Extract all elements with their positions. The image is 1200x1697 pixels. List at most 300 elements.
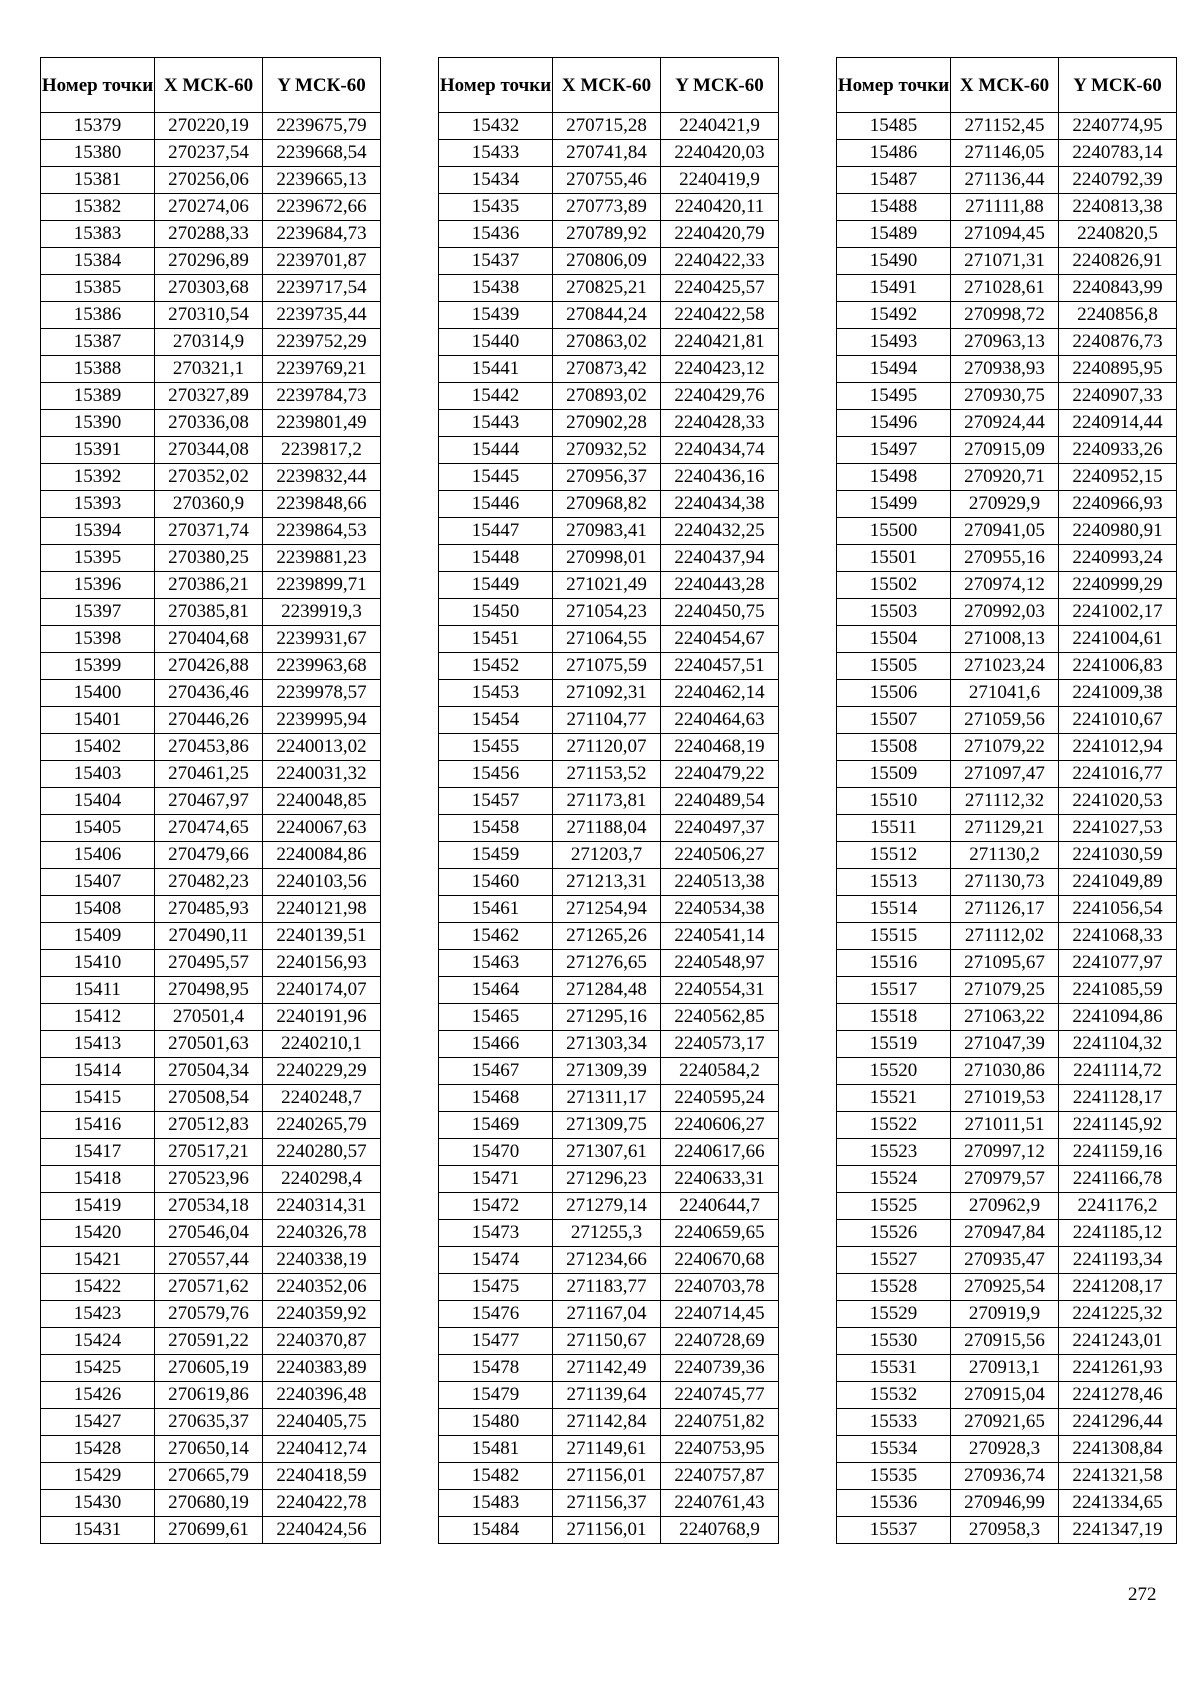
table-row <box>837 275 1177 302</box>
table-row <box>837 1031 1177 1058</box>
cell-y: 2239899,71 <box>263 572 381 599</box>
cell-y: 2240425,57 <box>661 275 779 302</box>
table-header-row <box>439 58 779 113</box>
table-row <box>41 275 381 302</box>
cell-y: 2240422,58 <box>661 302 779 329</box>
cell-x: 271139,64 <box>553 1382 661 1409</box>
cell-x: 270619,86 <box>155 1382 263 1409</box>
cell-y: 2239672,66 <box>263 194 381 221</box>
cell-y: 2240422,33 <box>661 248 779 275</box>
cell-point-number: 15411 <box>41 977 155 1004</box>
table-row <box>41 572 381 599</box>
cell-y: 2240876,73 <box>1059 329 1177 356</box>
cell-x: 270546,04 <box>155 1220 263 1247</box>
table-row <box>837 194 1177 221</box>
cell-point-number: 15485 <box>837 113 951 140</box>
cell-x: 270571,62 <box>155 1274 263 1301</box>
cell-y: 2239817,2 <box>263 437 381 464</box>
cell-y: 2240714,45 <box>661 1301 779 1328</box>
cell-x: 270968,82 <box>553 491 661 518</box>
cell-y: 2240429,76 <box>661 383 779 410</box>
table-row <box>837 842 1177 869</box>
cell-y: 2241193,34 <box>1059 1247 1177 1274</box>
cell-x: 270310,54 <box>155 302 263 329</box>
cell-x: 271213,31 <box>553 869 661 896</box>
cell-x: 270534,18 <box>155 1193 263 1220</box>
cell-point-number: 15460 <box>439 869 553 896</box>
table-row <box>41 1085 381 1112</box>
cell-x: 270958,3 <box>951 1517 1059 1544</box>
table-header-row <box>41 58 381 113</box>
cell-y: 2240156,93 <box>263 950 381 977</box>
cell-point-number: 15421 <box>41 1247 155 1274</box>
cell-point-number: 15442 <box>439 383 553 410</box>
cell-y: 2239784,73 <box>263 383 381 410</box>
header-x: X МСК-60 <box>155 58 263 113</box>
cell-x: 270385,81 <box>155 599 263 626</box>
table-row <box>837 788 1177 815</box>
table-row <box>837 302 1177 329</box>
cell-x: 270380,25 <box>155 545 263 572</box>
cell-point-number: 15443 <box>439 410 553 437</box>
table-row <box>837 869 1177 896</box>
cell-x: 270436,46 <box>155 680 263 707</box>
table-row <box>41 1274 381 1301</box>
cell-x: 270915,04 <box>951 1382 1059 1409</box>
cell-x: 270467,97 <box>155 788 263 815</box>
cell-y: 2239717,54 <box>263 275 381 302</box>
cell-point-number: 15524 <box>837 1166 951 1193</box>
cell-y: 2240229,29 <box>263 1058 381 1085</box>
cell-y: 2240434,38 <box>661 491 779 518</box>
cell-y: 2240420,79 <box>661 221 779 248</box>
cell-y: 2240428,33 <box>661 410 779 437</box>
cell-y: 2239675,79 <box>263 113 381 140</box>
cell-x: 271152,45 <box>951 113 1059 140</box>
cell-y: 2240573,17 <box>661 1031 779 1058</box>
cell-point-number: 15497 <box>837 437 951 464</box>
cell-x: 270327,89 <box>155 383 263 410</box>
table-row <box>837 626 1177 653</box>
table-row <box>837 734 1177 761</box>
cell-point-number: 15527 <box>837 1247 951 1274</box>
cell-point-number: 15405 <box>41 815 155 842</box>
table-row <box>837 1409 1177 1436</box>
cell-point-number: 15476 <box>439 1301 553 1328</box>
cell-x: 270924,44 <box>951 410 1059 437</box>
cell-x: 270237,54 <box>155 140 263 167</box>
cell-point-number: 15389 <box>41 383 155 410</box>
cell-x: 270929,9 <box>951 491 1059 518</box>
header-x: X МСК-60 <box>553 58 661 113</box>
cell-x: 271130,2 <box>951 842 1059 869</box>
cell-y: 2241020,53 <box>1059 788 1177 815</box>
cell-point-number: 15477 <box>439 1328 553 1355</box>
table-row <box>439 194 779 221</box>
cell-point-number: 15426 <box>41 1382 155 1409</box>
cell-x: 271130,73 <box>951 869 1059 896</box>
cell-y: 2241321,58 <box>1059 1463 1177 1490</box>
cell-y: 2240843,99 <box>1059 275 1177 302</box>
cell-point-number: 15521 <box>837 1085 951 1112</box>
cell-x: 271150,67 <box>553 1328 661 1355</box>
cell-x: 271279,14 <box>553 1193 661 1220</box>
table-row <box>439 1139 779 1166</box>
table-row <box>41 1139 381 1166</box>
cell-point-number: 15458 <box>439 815 553 842</box>
cell-x: 271309,75 <box>553 1112 661 1139</box>
cell-x: 270956,37 <box>553 464 661 491</box>
table-row <box>41 1112 381 1139</box>
cell-point-number: 15513 <box>837 869 951 896</box>
table-row <box>837 1355 1177 1382</box>
cell-x: 270650,14 <box>155 1436 263 1463</box>
cell-point-number: 15413 <box>41 1031 155 1058</box>
cell-x: 270755,46 <box>553 167 661 194</box>
cell-x: 270274,06 <box>155 194 263 221</box>
cell-y: 2240745,77 <box>661 1382 779 1409</box>
cell-point-number: 15381 <box>41 167 155 194</box>
table-row <box>439 275 779 302</box>
table-row <box>439 572 779 599</box>
cell-x: 271254,94 <box>553 896 661 923</box>
cell-point-number: 15481 <box>439 1436 553 1463</box>
cell-y: 2241104,32 <box>1059 1031 1177 1058</box>
cell-x: 271094,45 <box>951 221 1059 248</box>
cell-y: 2240412,74 <box>263 1436 381 1463</box>
cell-x: 270962,9 <box>951 1193 1059 1220</box>
cell-point-number: 15536 <box>837 1490 951 1517</box>
cell-y: 2240856,8 <box>1059 302 1177 329</box>
cell-x: 270941,05 <box>951 518 1059 545</box>
cell-x: 271284,48 <box>553 977 661 1004</box>
cell-point-number: 15534 <box>837 1436 951 1463</box>
cell-point-number: 15462 <box>439 923 553 950</box>
cell-point-number: 15455 <box>439 734 553 761</box>
cell-point-number: 15487 <box>837 167 951 194</box>
cell-x: 271075,59 <box>553 653 661 680</box>
cell-y: 2239701,87 <box>263 248 381 275</box>
cell-x: 270863,02 <box>553 329 661 356</box>
cell-point-number: 15402 <box>41 734 155 761</box>
cell-y: 2240497,37 <box>661 815 779 842</box>
header-point-number: Номер точки <box>837 58 951 113</box>
cell-y: 2240462,14 <box>661 680 779 707</box>
cell-x: 270426,88 <box>155 653 263 680</box>
cell-point-number: 15504 <box>837 626 951 653</box>
cell-y: 2239752,29 <box>263 329 381 356</box>
cell-y: 2241159,16 <box>1059 1139 1177 1166</box>
table-row <box>41 356 381 383</box>
cell-point-number: 15422 <box>41 1274 155 1301</box>
cell-x: 270404,68 <box>155 626 263 653</box>
table-row <box>439 491 779 518</box>
cell-point-number: 15502 <box>837 572 951 599</box>
cell-point-number: 15529 <box>837 1301 951 1328</box>
cell-y: 2240644,7 <box>661 1193 779 1220</box>
table-row <box>439 248 779 275</box>
table-row <box>837 950 1177 977</box>
table-row <box>41 1517 381 1544</box>
cell-point-number: 15386 <box>41 302 155 329</box>
cell-x: 270517,21 <box>155 1139 263 1166</box>
cell-x: 271153,52 <box>553 761 661 788</box>
cell-y: 2240139,51 <box>263 923 381 950</box>
table-row <box>837 545 1177 572</box>
cell-point-number: 15457 <box>439 788 553 815</box>
table-row <box>837 653 1177 680</box>
cell-x: 271188,04 <box>553 815 661 842</box>
cell-y: 2240464,63 <box>661 707 779 734</box>
cell-y: 2240703,78 <box>661 1274 779 1301</box>
cell-point-number: 15535 <box>837 1463 951 1490</box>
table-row <box>837 572 1177 599</box>
cell-point-number: 15425 <box>41 1355 155 1382</box>
cell-y: 2240454,67 <box>661 626 779 653</box>
cell-point-number: 15414 <box>41 1058 155 1085</box>
cell-y: 2240423,12 <box>661 356 779 383</box>
table-row <box>837 1085 1177 1112</box>
cell-x: 270635,37 <box>155 1409 263 1436</box>
table-row <box>439 302 779 329</box>
cell-point-number: 15412 <box>41 1004 155 1031</box>
cell-x: 271156,01 <box>553 1517 661 1544</box>
cell-y: 2240554,31 <box>661 977 779 1004</box>
table-row <box>41 707 381 734</box>
cell-point-number: 15427 <box>41 1409 155 1436</box>
cell-x: 271149,61 <box>553 1436 661 1463</box>
cell-x: 271126,17 <box>951 896 1059 923</box>
cell-x: 270741,84 <box>553 140 661 167</box>
cell-point-number: 15409 <box>41 923 155 950</box>
cell-point-number: 15512 <box>837 842 951 869</box>
cell-y: 2241225,32 <box>1059 1301 1177 1328</box>
table-row <box>837 707 1177 734</box>
coordinates-table-3 <box>836 57 1177 1544</box>
cell-y: 2239735,44 <box>263 302 381 329</box>
cell-point-number: 15483 <box>439 1490 553 1517</box>
cell-point-number: 15401 <box>41 707 155 734</box>
cell-y: 2240210,1 <box>263 1031 381 1058</box>
cell-point-number: 15444 <box>439 437 553 464</box>
cell-y: 2240980,91 <box>1059 518 1177 545</box>
cell-x: 270557,44 <box>155 1247 263 1274</box>
table-row <box>41 1193 381 1220</box>
cell-x: 270303,68 <box>155 275 263 302</box>
cell-point-number: 15499 <box>837 491 951 518</box>
cell-y: 2241278,46 <box>1059 1382 1177 1409</box>
table-row <box>41 1058 381 1085</box>
cell-point-number: 15383 <box>41 221 155 248</box>
table-row <box>837 329 1177 356</box>
cell-point-number: 15480 <box>439 1409 553 1436</box>
table-row <box>837 896 1177 923</box>
cell-x: 270446,26 <box>155 707 263 734</box>
cell-point-number: 15410 <box>41 950 155 977</box>
cell-y: 2240419,9 <box>661 167 779 194</box>
table-row <box>439 1166 779 1193</box>
table-row <box>439 680 779 707</box>
cell-y: 2240659,65 <box>661 1220 779 1247</box>
table-row <box>439 977 779 1004</box>
cell-x: 271173,81 <box>553 788 661 815</box>
cell-point-number: 15437 <box>439 248 553 275</box>
cell-point-number: 15396 <box>41 572 155 599</box>
cell-x: 270925,54 <box>951 1274 1059 1301</box>
table-row <box>837 1382 1177 1409</box>
cell-y: 2241347,19 <box>1059 1517 1177 1544</box>
cell-x: 270314,9 <box>155 329 263 356</box>
cell-point-number: 15464 <box>439 977 553 1004</box>
cell-point-number: 15508 <box>837 734 951 761</box>
cell-y: 2240048,85 <box>263 788 381 815</box>
cell-x: 270935,47 <box>951 1247 1059 1274</box>
cell-point-number: 15490 <box>837 248 951 275</box>
cell-point-number: 15486 <box>837 140 951 167</box>
cell-point-number: 15473 <box>439 1220 553 1247</box>
cell-point-number: 15397 <box>41 599 155 626</box>
cell-x: 270256,06 <box>155 167 263 194</box>
cell-y: 2241145,92 <box>1059 1112 1177 1139</box>
cell-x: 271064,55 <box>553 626 661 653</box>
cell-x: 270512,83 <box>155 1112 263 1139</box>
cell-x: 270902,28 <box>553 410 661 437</box>
cell-y: 2240506,27 <box>661 842 779 869</box>
cell-x: 270321,1 <box>155 356 263 383</box>
table-row <box>41 1166 381 1193</box>
cell-y: 2240548,97 <box>661 950 779 977</box>
cell-x: 270461,25 <box>155 761 263 788</box>
cell-point-number: 15530 <box>837 1328 951 1355</box>
cell-point-number: 15417 <box>41 1139 155 1166</box>
cell-point-number: 15440 <box>439 329 553 356</box>
cell-y: 2240031,32 <box>263 761 381 788</box>
table-row <box>41 1409 381 1436</box>
cell-point-number: 15528 <box>837 1274 951 1301</box>
header-y: Y МСК-60 <box>661 58 779 113</box>
table-row <box>439 842 779 869</box>
table-row <box>439 653 779 680</box>
table-header-row <box>837 58 1177 113</box>
cell-point-number: 15423 <box>41 1301 155 1328</box>
cell-point-number: 15470 <box>439 1139 553 1166</box>
table-row <box>41 1355 381 1382</box>
cell-y: 2241056,54 <box>1059 896 1177 923</box>
cell-x: 270680,19 <box>155 1490 263 1517</box>
table-row <box>439 626 779 653</box>
cell-x: 271092,31 <box>553 680 661 707</box>
cell-x: 271167,04 <box>553 1301 661 1328</box>
cell-x: 271047,39 <box>951 1031 1059 1058</box>
cell-y: 2240280,57 <box>263 1139 381 1166</box>
cell-point-number: 15468 <box>439 1085 553 1112</box>
page-number: 272 <box>1128 1584 1157 1605</box>
cell-x: 270825,21 <box>553 275 661 302</box>
cell-x: 271028,61 <box>951 275 1059 302</box>
table-row <box>837 1004 1177 1031</box>
table-row <box>439 896 779 923</box>
cell-point-number: 15395 <box>41 545 155 572</box>
table-row <box>837 1301 1177 1328</box>
cell-point-number: 15463 <box>439 950 553 977</box>
cell-point-number: 15434 <box>439 167 553 194</box>
cell-point-number: 15379 <box>41 113 155 140</box>
cell-point-number: 15394 <box>41 518 155 545</box>
table-row <box>41 653 381 680</box>
cell-point-number: 15420 <box>41 1220 155 1247</box>
cell-y: 2241261,93 <box>1059 1355 1177 1382</box>
table-row <box>439 1436 779 1463</box>
cell-y: 2239963,68 <box>263 653 381 680</box>
cell-x: 270919,9 <box>951 1301 1059 1328</box>
table-row <box>439 1382 779 1409</box>
cell-point-number: 15415 <box>41 1085 155 1112</box>
cell-y: 2241176,2 <box>1059 1193 1177 1220</box>
cell-y: 2240783,14 <box>1059 140 1177 167</box>
cell-y: 2240774,95 <box>1059 113 1177 140</box>
cell-x: 270482,23 <box>155 869 263 896</box>
cell-point-number: 15519 <box>837 1031 951 1058</box>
cell-x: 270974,12 <box>951 572 1059 599</box>
cell-point-number: 15453 <box>439 680 553 707</box>
header-point-number: Номер точки <box>439 58 553 113</box>
table-row <box>837 1139 1177 1166</box>
table-row <box>41 1031 381 1058</box>
cell-x: 271063,22 <box>951 1004 1059 1031</box>
cell-x: 270928,3 <box>951 1436 1059 1463</box>
cell-x: 271120,07 <box>553 734 661 761</box>
cell-point-number: 15399 <box>41 653 155 680</box>
cell-point-number: 15517 <box>837 977 951 1004</box>
cell-y: 2239848,66 <box>263 491 381 518</box>
table-row <box>41 788 381 815</box>
cell-x: 271255,3 <box>553 1220 661 1247</box>
cell-y: 2240418,59 <box>263 1463 381 1490</box>
cell-y: 2241085,59 <box>1059 977 1177 1004</box>
cell-x: 271041,6 <box>951 680 1059 707</box>
cell-point-number: 15424 <box>41 1328 155 1355</box>
table-row <box>837 518 1177 545</box>
table-row <box>837 491 1177 518</box>
cell-point-number: 15516 <box>837 950 951 977</box>
table-row <box>41 221 381 248</box>
cell-x: 270715,28 <box>553 113 661 140</box>
cell-y: 2241185,12 <box>1059 1220 1177 1247</box>
cell-y: 2240103,56 <box>263 869 381 896</box>
cell-y: 2240907,33 <box>1059 383 1177 410</box>
cell-point-number: 15479 <box>439 1382 553 1409</box>
cell-point-number: 15431 <box>41 1517 155 1544</box>
table-row <box>41 140 381 167</box>
table-row <box>41 842 381 869</box>
cell-y: 2240421,9 <box>661 113 779 140</box>
table-row <box>837 140 1177 167</box>
cell-point-number: 15400 <box>41 680 155 707</box>
cell-point-number: 15390 <box>41 410 155 437</box>
cell-x: 271276,65 <box>553 950 661 977</box>
cell-x: 271296,23 <box>553 1166 661 1193</box>
table-row <box>439 140 779 167</box>
cell-y: 2240352,06 <box>263 1274 381 1301</box>
cell-y: 2240436,16 <box>661 464 779 491</box>
cell-x: 270579,76 <box>155 1301 263 1328</box>
table-row <box>41 113 381 140</box>
table-row <box>41 815 381 842</box>
cell-point-number: 15445 <box>439 464 553 491</box>
cell-point-number: 15474 <box>439 1247 553 1274</box>
cell-y: 2241010,67 <box>1059 707 1177 734</box>
cell-y: 2241016,77 <box>1059 761 1177 788</box>
